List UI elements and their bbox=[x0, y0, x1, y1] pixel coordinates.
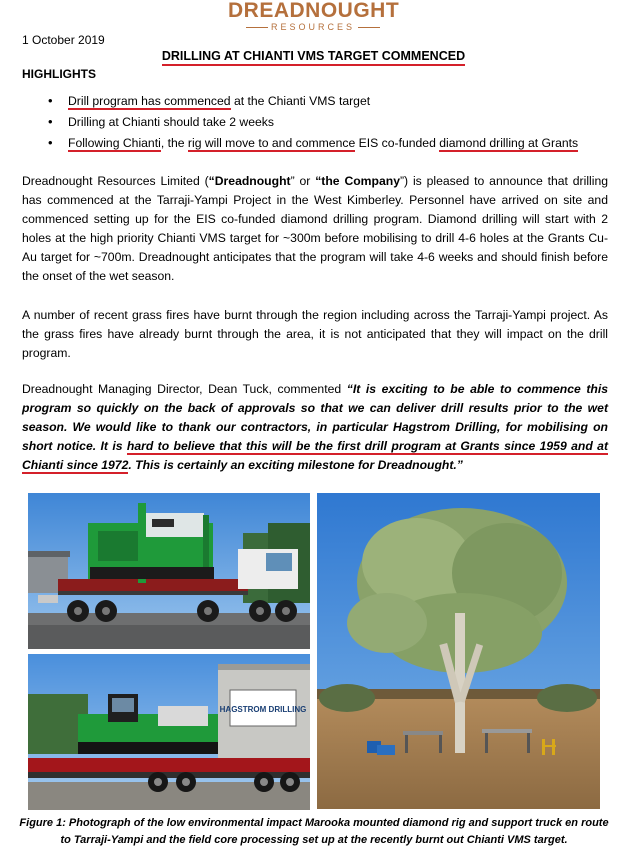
intro-text: Dreadnought Resources Limited ( bbox=[22, 174, 209, 188]
highlight-text: , the bbox=[160, 136, 188, 150]
highlight-text: at the Chianti VMS target bbox=[230, 94, 371, 108]
hagstrom-sign: HAGSTROM DRILLING bbox=[219, 705, 307, 714]
highlight-item bbox=[48, 92, 578, 113]
logo-subline bbox=[228, 22, 398, 32]
highlight-text: Drilling at Chianti should take 2 weeks bbox=[68, 115, 274, 129]
photo-rig-yard-image bbox=[28, 654, 310, 810]
quote-emphasis: hard to believe that this will be the first drill program at Grants since 1959 and at Chianti since 1972 bbox=[22, 439, 608, 472]
logo-rule-left bbox=[246, 27, 268, 28]
logo-subtitle: RESOURCES bbox=[270, 22, 355, 32]
photo-field-core-processing bbox=[317, 493, 600, 809]
highlight-emphasis: diamond drilling at Grants bbox=[439, 136, 579, 150]
highlight-item bbox=[48, 134, 578, 155]
release-date: 1 October 2019 bbox=[22, 33, 105, 47]
document-title-text: DRILLING AT CHIANTI VMS TARGET COMMENCED bbox=[162, 49, 465, 66]
intro-paragraph bbox=[22, 172, 608, 286]
quote-text: “It is exciting to be able to commence this program so quickly on the back of approvals so that we can deliver drill results prior to the wet season. We would like to thank our contractors, in particular Hagstrom Drilling, for mobilising on short notice. It is bbox=[22, 382, 609, 453]
photo-field-tree-image bbox=[317, 493, 600, 809]
highlight-emphasis: rig will move to and commence bbox=[187, 136, 356, 150]
document-title bbox=[0, 49, 627, 63]
highlights-list bbox=[48, 92, 578, 155]
bold-term: “Dreadnought bbox=[208, 174, 291, 188]
highlight-item bbox=[48, 113, 578, 134]
figure-caption: Figure 1: Photograph of the low environmental impact Marooka mounted diamond rig and support truck en route to Tarraji-Yampi and the field core processing set up at the recently burnt out Chianti VMS target. bbox=[19, 817, 609, 846]
highlight-emphasis: Following Chianti bbox=[68, 136, 161, 150]
highlights-heading: HIGHLIGHTS bbox=[22, 67, 96, 81]
intro-text: ” or bbox=[290, 174, 316, 188]
company-logo bbox=[228, 0, 398, 36]
highlight-emphasis: Drill program has commenced bbox=[68, 94, 231, 108]
logo-rule-right bbox=[358, 27, 380, 28]
quote-paragraph bbox=[22, 380, 608, 475]
bold-term: “the Company bbox=[315, 174, 400, 188]
photo-rig-hagstrom-yard bbox=[28, 654, 310, 810]
photo-rig-street-image bbox=[28, 493, 310, 649]
quote-lead: Dreadnought Managing Director, Dean Tuck, commented bbox=[22, 382, 347, 396]
photo-rig-on-truck-street bbox=[28, 493, 310, 649]
quote-text: . This is certainly an exciting milestone for Dreadnought.” bbox=[128, 458, 463, 472]
highlight-text: EIS co-funded bbox=[355, 136, 440, 150]
intro-text: ”) is pleased to announce that drilling has commenced at the Tarraji-Yampi Project in the West Kimberley. Personnel have arrived on site and commenced setting up for the EIS co-funded diamond drilling program. Diamond drilling will start with 2 holes at the high priority Chianti VMS target for ~300m before mobilising to drill 4-6 holes at the Grants Cu-Au target for ~700m. Dreadnought anticipates that the program will take 4-6 weeks and should finish before the onset of the wet season. bbox=[22, 174, 608, 283]
logo-wordmark: DREADNOUGHT bbox=[228, 0, 400, 22]
fires-paragraph: A number of recent grass fires have burnt through the region including across the Tarraji-Yampi project. As the grass fires have already burnt through the area, it is not anticipated that they will impact on the drill program. bbox=[22, 308, 608, 360]
